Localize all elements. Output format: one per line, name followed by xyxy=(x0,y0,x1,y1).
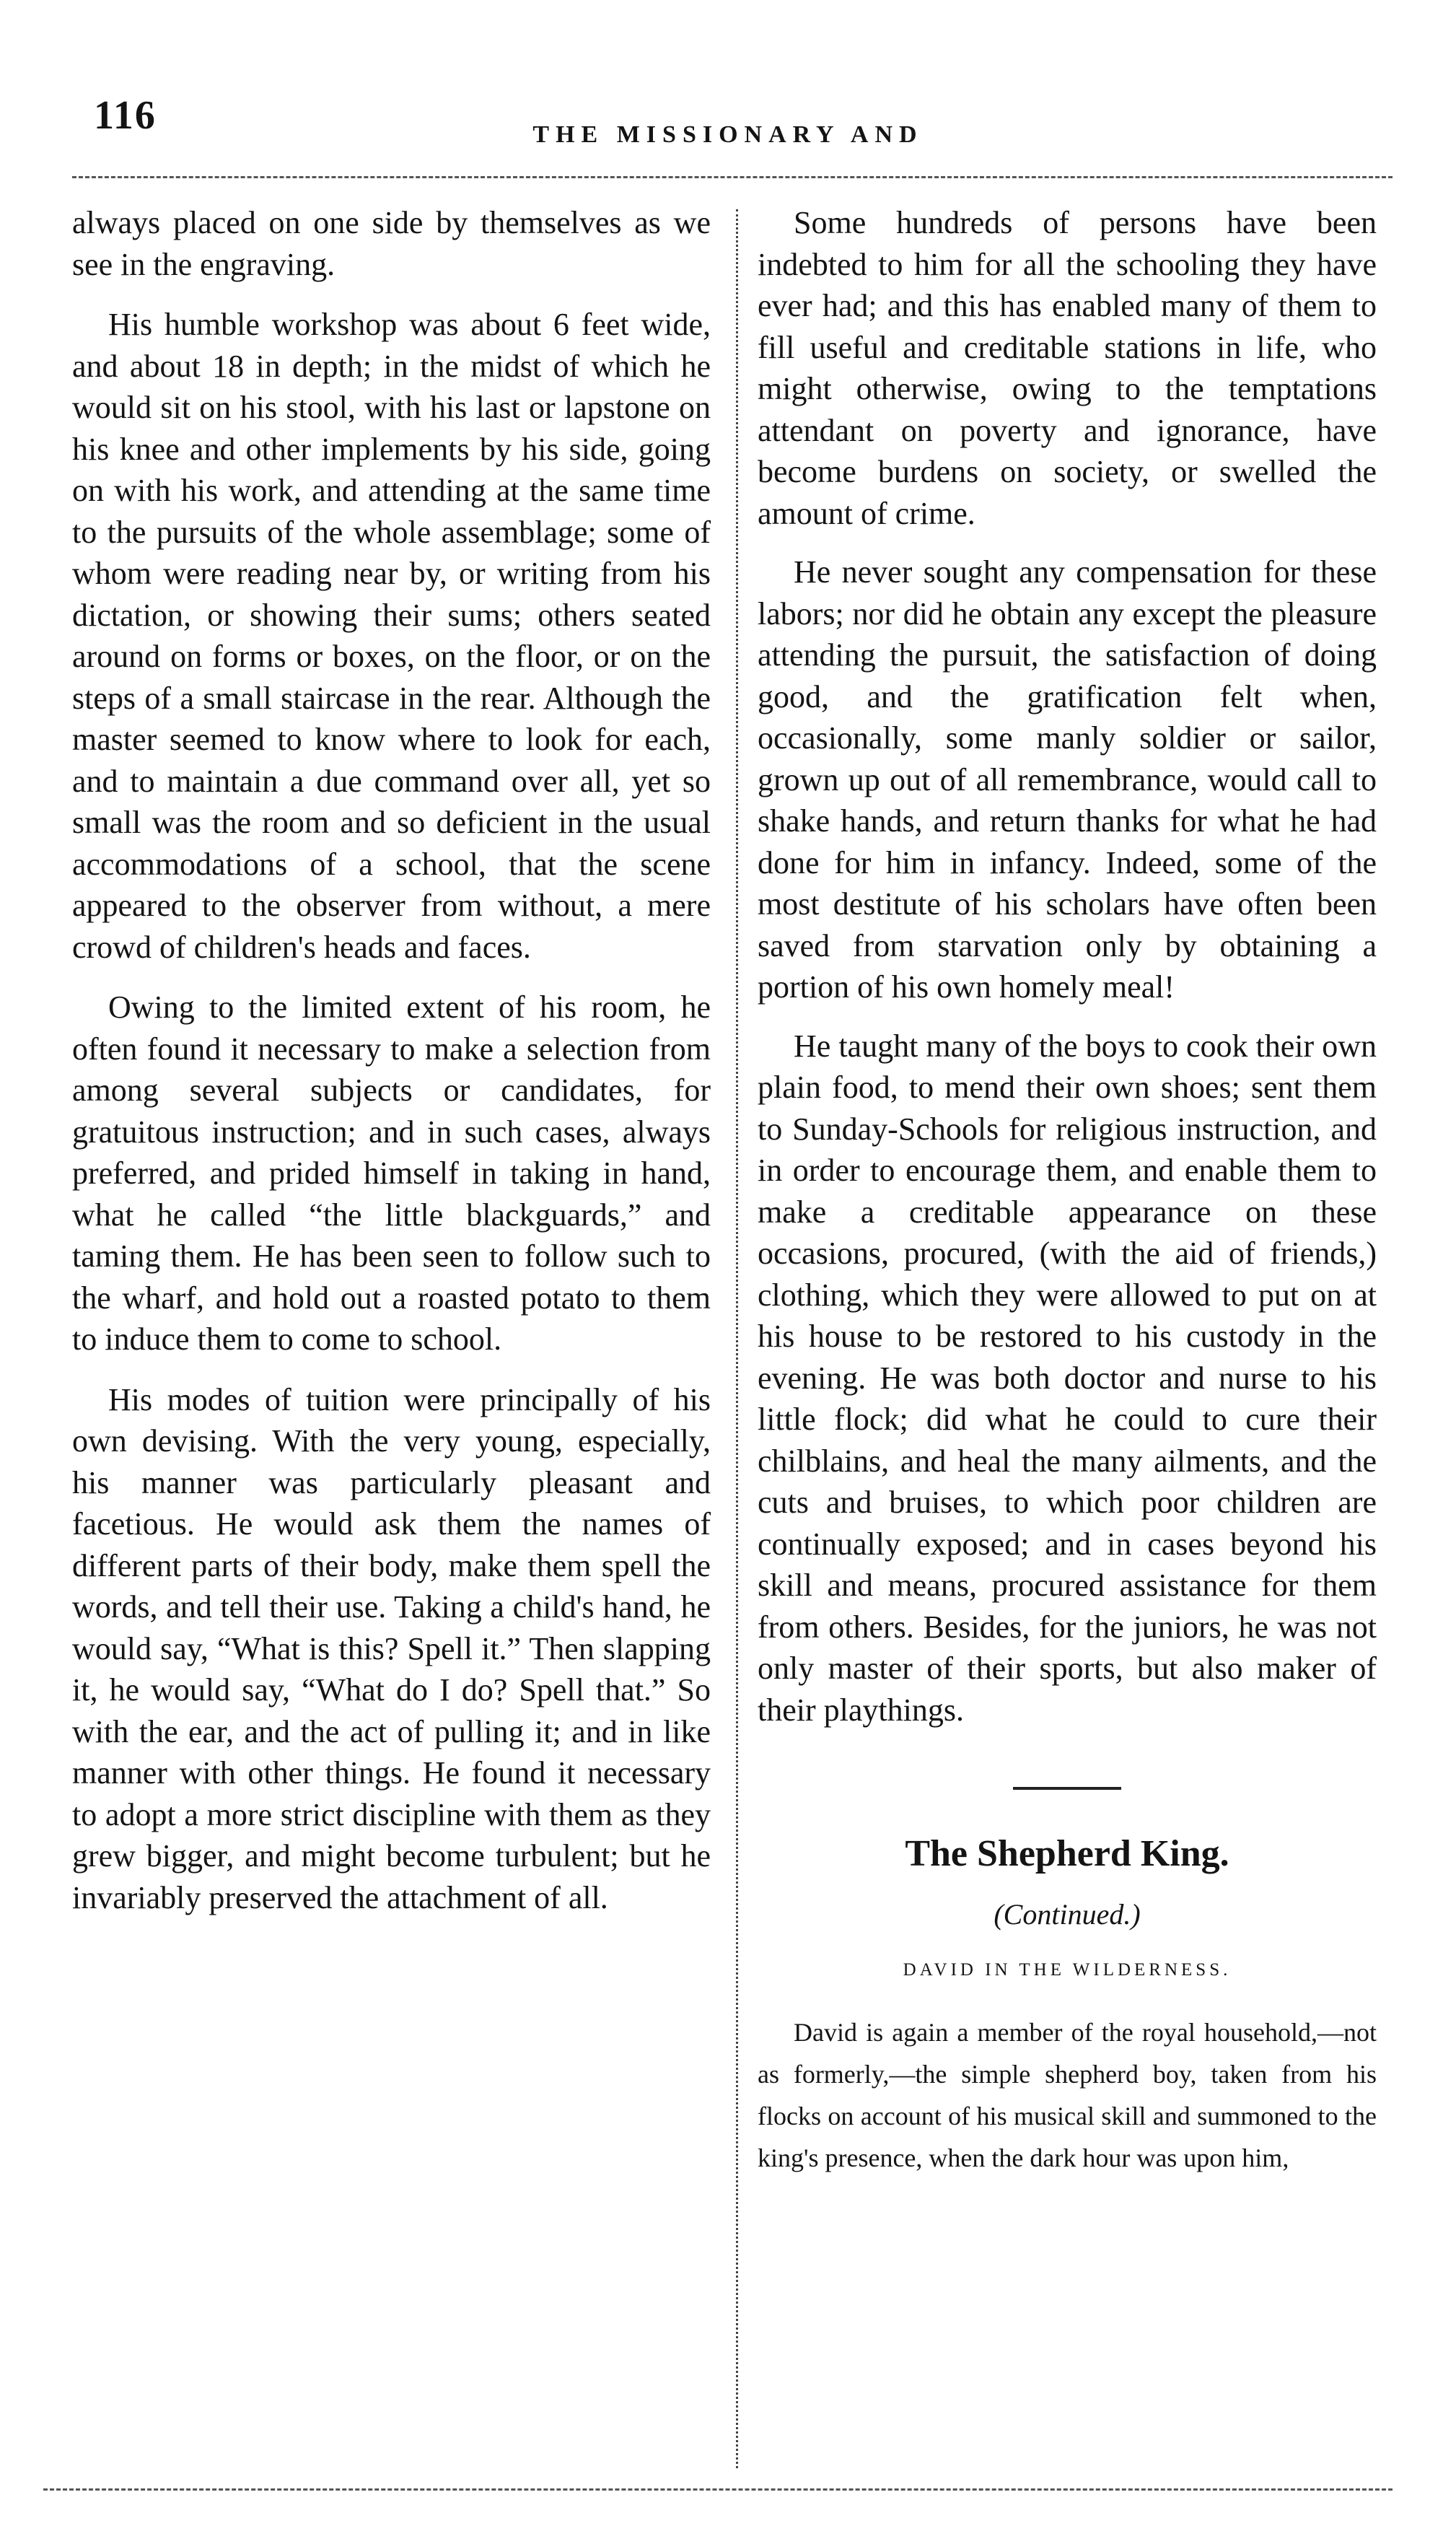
story-body: David is again a member of the royal household,—not as formerly,—the simple shepherd boy, taken from his flocks on account of his musical skill and summoned to the king's presence, when the dark hour was upon him, xyxy=(758,2017,1377,2172)
paragraph: He taught many of the boys to cook their own plain food, to mend their own shoes; sent them to Sunday-Schools for religious instruction, and in order to encourage them, and enable them to make a creditable appearance on these occasions, procured, (with the aid of friends,) clothing, which they were allowed to put on at his house to be restored to his custody in the evening. He was both doctor and nurse to his little flock; did what he could to cure their chilblains, and heal the many ailments, and the cuts and bruises, to which poor children are continually exposed; and in cases beyond his skill and means, procured assistance for them from others. Besides, for the juniors, he was not only master of their sports, but also maker of their playthings. xyxy=(758,1028,1377,1728)
story-section-heading: DAVID IN THE WILDERNESS. xyxy=(903,1960,1232,1980)
left-column xyxy=(72,202,711,1918)
story-title: The Shepherd King. xyxy=(905,1833,1229,1874)
right-column xyxy=(758,202,1377,2179)
page-number: 116 xyxy=(94,93,157,138)
paragraph: He never sought any compensation for these labors; nor did he obtain any except the pleasure attending the pursuit, the satisfaction of doing good, and the gratification felt when, occasionally, some manly soldier or sailor, grown up out of all remembrance, would call to shake hands, and return thanks for what he had done for him in infancy. Indeed, some of the most destitute of his scholars have often been saved from starvation only by obtaining a portion of his own homely meal! xyxy=(758,554,1377,1005)
section-rule xyxy=(1013,1787,1121,1790)
paragraph: Owing to the limited extent of his room, he often found it necessary to make a selection from among several subjects or candidates, for gratuitous instruction; and in such cases, always preferred, and prided himself in taking in hand, what he called “the little blackguards,” and taming them. He has been seen to follow such to the wharf, and hold out a roasted potato to them to induce them to come to school. xyxy=(72,989,711,1357)
paragraph: His modes of tuition were principally of his own devising. With the very young, especially, his manner was particularly pleasant and facetious. He would ask them the names of different parts of their body, make them spell the words, and tell their use. Taking a child's hand, he would say, “What is this? Spell it.” Then slapping it, he would say, “What do I do? Spell that.” So with the ear, and the act of pulling it; and in like manner with other things. He found it necessary to adopt a more strict discipline with them as they grew bigger, and might become turbulent; but he invariably preserved the attachment of all. xyxy=(72,1381,711,1915)
running-title: THE MISSIONARY AND xyxy=(532,121,924,148)
column-divider xyxy=(736,209,738,2468)
paragraph: Some hundreds of persons have been indebted to him for all the schooling they have ever had; and this has enabled many of them to fill useful and creditable stations in life, who might otherwise, owing to the temptations attendant on poverty and ignorance, have become burdens on society, or swelled the amount of crime. xyxy=(758,205,1377,531)
header-rule xyxy=(72,176,1393,178)
footer-rule xyxy=(43,2488,1393,2491)
story-subtitle: (Continued.) xyxy=(994,1897,1141,1931)
paragraph: always placed on one side by themselves as we see in the engraving. xyxy=(72,205,711,282)
paragraph: His humble workshop was about 6 feet wide, and about 18 in depth; in the midst of which he would sit on his stool, with his last or lapstone on his knee and other implements by his side, going on with his work, and attending at the same time to the pursuits of the whole assemblage; some of whom were reading near by, or writing from his dictation, or showing their sums; others seated around on forms or boxes, on the floor, or on the steps of a small staircase in the rear. Although the master seemed to know where to look for each, and to maintain a due command over all, yet so small was the room and so deficient in the usual accommodations of a school, that the scene appeared to the observer from without, a mere crowd of children's heads and faces. xyxy=(72,307,711,965)
